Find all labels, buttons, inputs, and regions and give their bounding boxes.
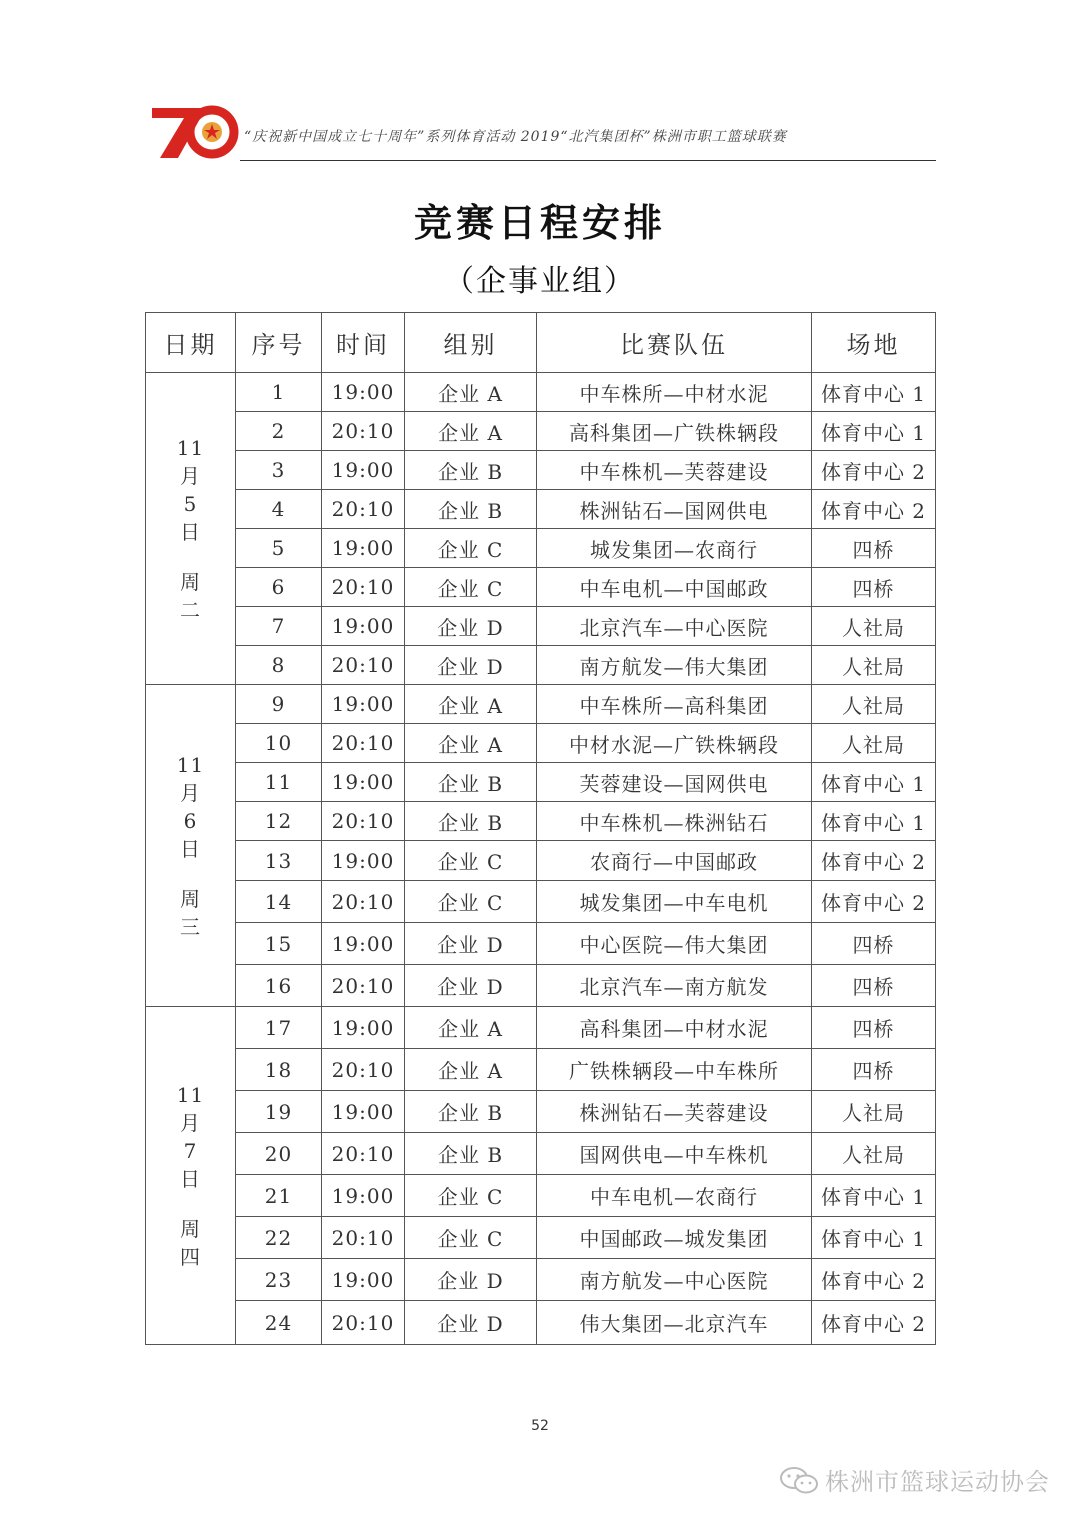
match-group: 企业 B <box>405 1091 537 1133</box>
table-row <box>146 881 936 923</box>
table-row <box>146 802 936 841</box>
match-time: 20:10 <box>322 412 405 451</box>
weekday-char: 三 <box>180 914 201 939</box>
match-time: 19:00 <box>322 1259 405 1301</box>
watermark <box>779 1462 1050 1497</box>
match-number: 10 <box>236 724 322 763</box>
table-row <box>146 1007 936 1049</box>
match-venue: 人社局 <box>812 1091 936 1133</box>
header-banner-text: “庆祝新中国成立七十周年”系列体育活动 2019“北汽集团杯”株洲市职工篮球联赛 <box>244 129 787 145</box>
match-venue: 体育中心 1 <box>812 802 936 841</box>
match-venue: 体育中心 2 <box>812 451 936 490</box>
weekday-char: 周 <box>180 886 201 911</box>
match-time: 20:10 <box>322 646 405 685</box>
table-row <box>146 490 936 529</box>
match-group: 企业 C <box>405 568 537 607</box>
match-teams: 北京汽车—南方航发 <box>537 965 812 1007</box>
match-venue: 人社局 <box>812 646 936 685</box>
table-row <box>146 841 936 881</box>
match-venue: 四桥 <box>812 568 936 607</box>
match-venue: 体育中心 1 <box>812 373 936 412</box>
match-venue: 体育中心 1 <box>812 412 936 451</box>
match-time: 19:00 <box>322 763 405 802</box>
match-teams: 伟大集团—北京汽车 <box>537 1301 812 1345</box>
70th-anniversary-logo <box>148 102 240 160</box>
page-title: 竞赛日程安排 <box>413 201 666 245</box>
watermark-text: 株洲市篮球运动协会 <box>825 1468 1050 1496</box>
match-time: 20:10 <box>322 490 405 529</box>
match-group: 企业 A <box>405 1007 537 1049</box>
match-teams: 株洲钻石—国网供电 <box>537 490 812 529</box>
date-char: 月 <box>180 463 201 488</box>
match-venue: 体育中心 1 <box>812 1217 936 1259</box>
match-number: 24 <box>236 1301 322 1345</box>
table-row <box>146 1259 936 1301</box>
match-number: 5 <box>236 529 322 568</box>
table-row <box>146 1301 936 1345</box>
date-char: 11 <box>176 435 205 460</box>
match-venue: 四桥 <box>812 529 936 568</box>
match-time: 19:00 <box>322 1091 405 1133</box>
match-number: 18 <box>236 1049 322 1091</box>
table-row <box>146 1091 936 1133</box>
schedule-table <box>145 312 936 1345</box>
table-row <box>146 1175 936 1217</box>
match-teams: 中车株所—中材水泥 <box>537 373 812 412</box>
match-time: 19:00 <box>322 1007 405 1049</box>
match-number: 6 <box>236 568 322 607</box>
match-time: 20:10 <box>322 1217 405 1259</box>
wechat-icon <box>779 1465 819 1495</box>
match-venue: 人社局 <box>812 1133 936 1175</box>
match-group: 企业 A <box>405 685 537 724</box>
date-char: 月 <box>180 780 201 805</box>
match-group: 企业 A <box>405 412 537 451</box>
date-char: 7 <box>183 1138 198 1163</box>
match-venue: 体育中心 2 <box>812 881 936 923</box>
match-number: 17 <box>236 1007 322 1049</box>
match-group: 企业 C <box>405 841 537 881</box>
match-teams: 芙蓉建设—国网供电 <box>537 763 812 802</box>
page-header <box>148 98 936 162</box>
match-number: 12 <box>236 802 322 841</box>
header-divider <box>240 160 936 161</box>
column-header-group: 组别 <box>405 313 537 373</box>
date-char: 5 <box>183 491 198 516</box>
match-number: 7 <box>236 607 322 646</box>
date-cell <box>146 1007 236 1345</box>
table-row <box>146 724 936 763</box>
date-char: 月 <box>180 1110 201 1135</box>
weekday-char: 周 <box>180 1216 201 1241</box>
match-teams: 南方航发—伟大集团 <box>537 646 812 685</box>
table-row <box>146 763 936 802</box>
match-teams: 城发集团—农商行 <box>537 529 812 568</box>
match-number: 4 <box>236 490 322 529</box>
table-row <box>146 529 936 568</box>
match-time: 20:10 <box>322 965 405 1007</box>
match-teams: 北京汽车—中心医院 <box>537 607 812 646</box>
match-number: 11 <box>236 763 322 802</box>
table-row <box>146 373 936 412</box>
match-group: 企业 B <box>405 451 537 490</box>
match-venue: 四桥 <box>812 1007 936 1049</box>
date-char: 日 <box>180 836 201 861</box>
table-row <box>146 923 936 965</box>
match-venue: 人社局 <box>812 724 936 763</box>
date-cell <box>146 373 236 685</box>
match-teams: 高科集团—广铁株辆段 <box>537 412 812 451</box>
match-group: 企业 C <box>405 1175 537 1217</box>
table-row <box>146 1133 936 1175</box>
match-number: 20 <box>236 1133 322 1175</box>
match-teams: 中车电机—农商行 <box>537 1175 812 1217</box>
match-time: 19:00 <box>322 529 405 568</box>
match-group: 企业 D <box>405 607 537 646</box>
date-char: 日 <box>180 1166 201 1191</box>
match-time: 19:00 <box>322 841 405 881</box>
match-number: 13 <box>236 841 322 881</box>
column-header-venue: 场地 <box>812 313 936 373</box>
match-teams: 南方航发—中心医院 <box>537 1259 812 1301</box>
match-teams: 株洲钻石—芙蓉建设 <box>537 1091 812 1133</box>
column-header-time: 时间 <box>322 313 405 373</box>
column-header-teams: 比赛队伍 <box>537 313 812 373</box>
date-char: 11 <box>176 752 205 777</box>
match-time: 19:00 <box>322 607 405 646</box>
match-teams: 中车株机—株洲钻石 <box>537 802 812 841</box>
match-venue: 四桥 <box>812 923 936 965</box>
match-group: 企业 D <box>405 646 537 685</box>
match-group: 企业 D <box>405 923 537 965</box>
match-number: 2 <box>236 412 322 451</box>
match-time: 20:10 <box>322 1301 405 1345</box>
match-group: 企业 B <box>405 763 537 802</box>
match-group: 企业 D <box>405 1301 537 1345</box>
match-venue: 人社局 <box>812 607 936 646</box>
table-row <box>146 412 936 451</box>
match-group: 企业 C <box>405 1217 537 1259</box>
match-group: 企业 B <box>405 1133 537 1175</box>
schedule-body <box>146 373 936 1345</box>
match-number: 16 <box>236 965 322 1007</box>
match-venue: 体育中心 1 <box>812 1175 936 1217</box>
match-time: 20:10 <box>322 1133 405 1175</box>
match-number: 19 <box>236 1091 322 1133</box>
match-number: 15 <box>236 923 322 965</box>
match-teams: 中车电机—中国邮政 <box>537 568 812 607</box>
match-teams: 中车株机—芙蓉建设 <box>537 451 812 490</box>
match-teams: 中国邮政—城发集团 <box>537 1217 812 1259</box>
match-venue: 体育中心 1 <box>812 763 936 802</box>
table-row <box>146 646 936 685</box>
match-time: 20:10 <box>322 724 405 763</box>
date-char: 日 <box>180 519 201 544</box>
table-row <box>146 965 936 1007</box>
match-group: 企业 B <box>405 802 537 841</box>
table-row <box>146 1049 936 1091</box>
match-venue: 体育中心 2 <box>812 1259 936 1301</box>
match-teams: 高科集团—中材水泥 <box>537 1007 812 1049</box>
column-header-number: 序号 <box>236 313 322 373</box>
match-group: 企业 D <box>405 1259 537 1301</box>
match-group: 企业 A <box>405 724 537 763</box>
table-row <box>146 451 936 490</box>
match-time: 20:10 <box>322 881 405 923</box>
match-teams: 中车株所—高科集团 <box>537 685 812 724</box>
match-venue: 体育中心 2 <box>812 1301 936 1345</box>
match-group: 企业 C <box>405 529 537 568</box>
column-header-date: 日期 <box>146 313 236 373</box>
match-venue: 四桥 <box>812 1049 936 1091</box>
date-cell <box>146 685 236 1007</box>
match-time: 20:10 <box>322 568 405 607</box>
match-number: 1 <box>236 373 322 412</box>
match-time: 19:00 <box>322 373 405 412</box>
match-number: 3 <box>236 451 322 490</box>
page-subtitle: （企事业组） <box>444 264 636 299</box>
match-teams: 中心医院—伟大集团 <box>537 923 812 965</box>
match-number: 23 <box>236 1259 322 1301</box>
match-time: 19:00 <box>322 451 405 490</box>
match-time: 20:10 <box>322 802 405 841</box>
match-venue: 四桥 <box>812 965 936 1007</box>
match-group: 企业 D <box>405 965 537 1007</box>
match-number: 14 <box>236 881 322 923</box>
match-number: 21 <box>236 1175 322 1217</box>
weekday-char: 四 <box>180 1244 201 1269</box>
match-teams: 国网供电—中车株机 <box>537 1133 812 1175</box>
date-char: 11 <box>176 1082 205 1107</box>
match-time: 19:00 <box>322 923 405 965</box>
table-header-row <box>146 313 936 373</box>
page-number: 52 <box>531 1418 549 1434</box>
table-row <box>146 607 936 646</box>
match-group: 企业 B <box>405 490 537 529</box>
table-row <box>146 685 936 724</box>
table-row <box>146 1217 936 1259</box>
match-teams: 广铁株辆段—中车株所 <box>537 1049 812 1091</box>
date-char: 6 <box>183 808 198 833</box>
match-venue: 体育中心 2 <box>812 490 936 529</box>
match-number: 22 <box>236 1217 322 1259</box>
match-venue: 体育中心 2 <box>812 841 936 881</box>
weekday-char: 二 <box>180 597 201 622</box>
match-number: 8 <box>236 646 322 685</box>
weekday-char: 周 <box>180 569 201 594</box>
match-number: 9 <box>236 685 322 724</box>
match-teams: 城发集团—中车电机 <box>537 881 812 923</box>
match-time: 19:00 <box>322 685 405 724</box>
table-row <box>146 568 936 607</box>
match-venue: 人社局 <box>812 685 936 724</box>
match-group: 企业 A <box>405 1049 537 1091</box>
match-time: 19:00 <box>322 1175 405 1217</box>
match-group: 企业 C <box>405 881 537 923</box>
match-teams: 中材水泥—广铁株辆段 <box>537 724 812 763</box>
match-time: 20:10 <box>322 1049 405 1091</box>
match-teams: 农商行—中国邮政 <box>537 841 812 881</box>
match-group: 企业 A <box>405 373 537 412</box>
